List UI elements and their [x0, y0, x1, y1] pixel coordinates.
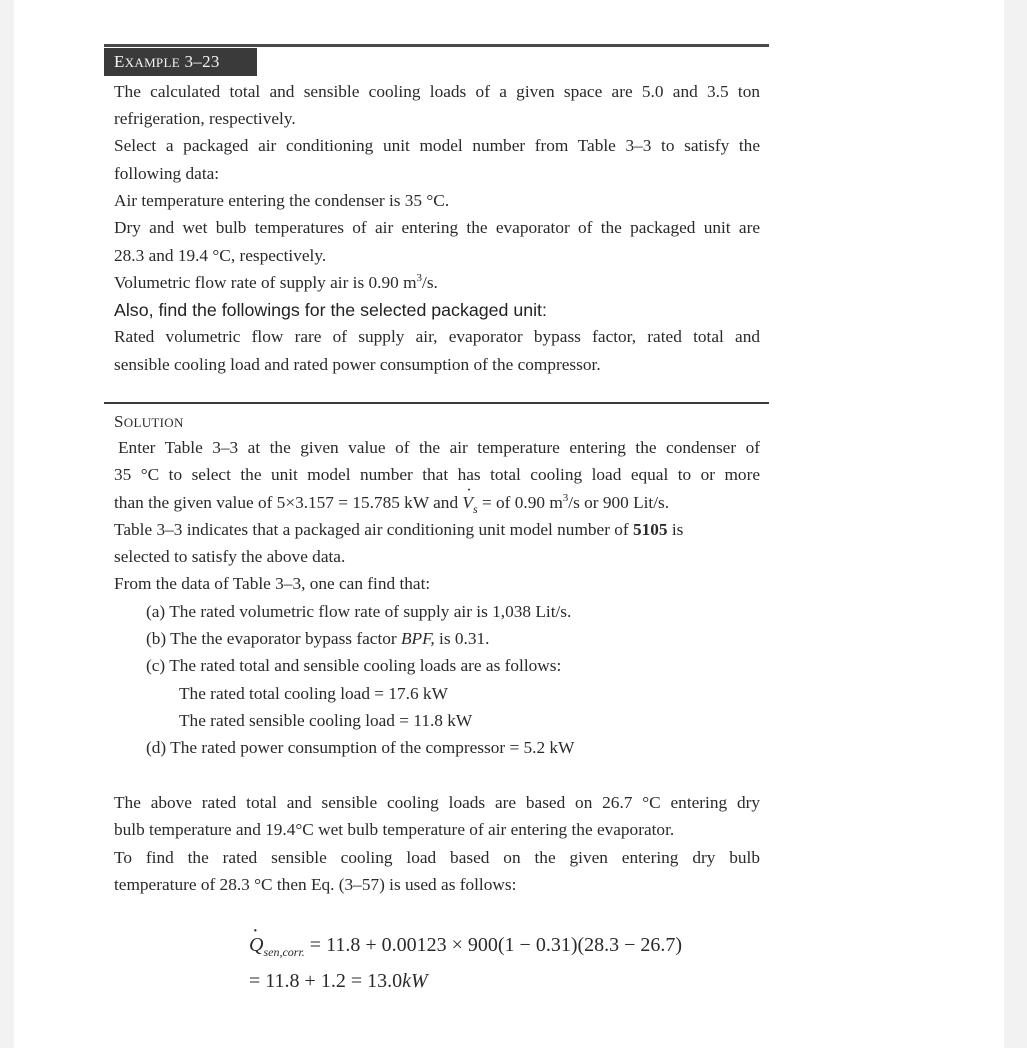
problem-line-10: Rated volumetric flow rare of supply air, evaporator bypass factor, rated total and — [114, 327, 760, 346]
document-page — [14, 0, 1004, 1048]
result-item-b — [146, 628, 489, 650]
solution-line-5: selected to satisfy the above data. — [114, 547, 346, 566]
solution-separator-rule — [104, 402, 769, 404]
result-item-b-text: (b) The the evaporator bypass factor — [146, 629, 401, 648]
solution-label-rest: OLUTION — [123, 415, 184, 430]
equation-rhs-2: = 11.8 + 1.2 = 13.0 — [249, 970, 403, 992]
result-item-c-total: The rated total cooling load = 17.6 kW — [179, 684, 448, 703]
problem-line-2: refrigeration, respectively. — [114, 109, 296, 128]
problem-line-4: following data: — [114, 164, 220, 183]
problem-line-5: Air temperature entering the condenser is 35 °C. — [114, 191, 450, 210]
example-label-initial: E — [114, 52, 125, 71]
result-item-b-value: is 0.31. — [434, 629, 490, 648]
result-item-a: (a) The rated volumetric flow rate of supply air is 1,038 Lit/s. — [146, 602, 572, 621]
paragraph-line-3: To find the rated sensible cooling load based on the given entering dry bulb — [114, 848, 760, 867]
equation-line-2 — [249, 970, 428, 993]
bpf-symbol: BPF, — [400, 629, 435, 648]
example-number: 3–23 — [184, 52, 220, 71]
example-label — [104, 48, 257, 76]
q-dot-symbol: · Q — [249, 934, 263, 956]
solution-line-3-value: = of 0.90 m — [477, 493, 563, 512]
solution-line-3-sup: 3 — [562, 492, 569, 504]
paragraph-line-4: temperature of 28.3 °C then Eq. (3–57) is used as follows: — [114, 875, 517, 894]
volume-flow-symbol: · V — [462, 493, 473, 512]
q-subscript: sen,corr. — [263, 945, 305, 959]
solution-line-4-text: Table 3–3 indicates that a packaged air conditioning unit model number of — [114, 520, 633, 539]
volume-flow-subscript: s — [472, 502, 478, 516]
equation-line-1 — [249, 934, 682, 960]
problem-line-8-unit: /s. — [422, 273, 438, 292]
solution-line-3-text: than the given value of 5×3.157 = 15.785 kW and — [114, 493, 463, 512]
example-label-rest: XAMPLE — [124, 55, 180, 70]
solution-label-initial: S — [114, 412, 124, 431]
solution-line-4 — [114, 519, 683, 541]
result-item-d: (d) The rated power consumption of the compressor = 5.2 kW — [146, 738, 575, 757]
problem-line-9: Also, find the followings for the selected packaged unit: — [114, 300, 547, 320]
equation-rhs-1: = 11.8 + 0.00123 × 900(1 − 0.31)(28.3 − 26.7) — [309, 934, 683, 956]
model-number: 5105 — [633, 520, 668, 539]
result-item-c: (c) The rated total and sensible cooling loads are as follows: — [146, 656, 562, 675]
example-header-rule — [104, 44, 769, 47]
problem-line-1: The calculated total and sensible cooling loads of a given space are 5.0 and 3.5 ton — [114, 82, 760, 101]
solution-line-3-unit: /s or 900 Lit/s. — [568, 493, 670, 512]
solution-line-4-end: is — [667, 520, 684, 539]
paragraph-line-1: The above rated total and sensible cooling loads are based on 26.7 °C entering dry — [114, 793, 760, 812]
problem-line-8-text: Volumetric flow rate of supply air is 0.90 m — [114, 273, 417, 292]
solution-label — [114, 412, 184, 432]
problem-line-8-sup: 3 — [416, 272, 423, 284]
problem-line-7: 28.3 and 19.4 °C, respectively. — [114, 246, 327, 265]
result-item-c-sensible: The rated sensible cooling load = 11.8 kW — [179, 711, 473, 730]
problem-line-8 — [114, 272, 438, 294]
equation-unit: kW — [402, 970, 428, 992]
solution-line-6: From the data of Table 3–3, one can find that: — [114, 574, 431, 593]
problem-line-6: Dry and wet bulb temperatures of air entering the evaporator of the packaged unit are — [114, 218, 760, 237]
solution-line-1: Enter Table 3–3 at the given value of the air temperature entering the condenser of — [118, 438, 760, 457]
problem-line-3: Select a packaged air conditioning unit model number from Table 3–3 to satisfy the — [114, 136, 760, 155]
solution-line-2: 35 °C to select the unit model number that has total cooling load equal to or more — [114, 465, 760, 484]
solution-line-3 — [114, 492, 669, 520]
paragraph-line-2: bulb temperature and 19.4°C wet bulb temperature of air entering the evaporator. — [114, 820, 675, 839]
problem-line-11: sensible cooling load and rated power consumption of the compressor. — [114, 355, 601, 374]
